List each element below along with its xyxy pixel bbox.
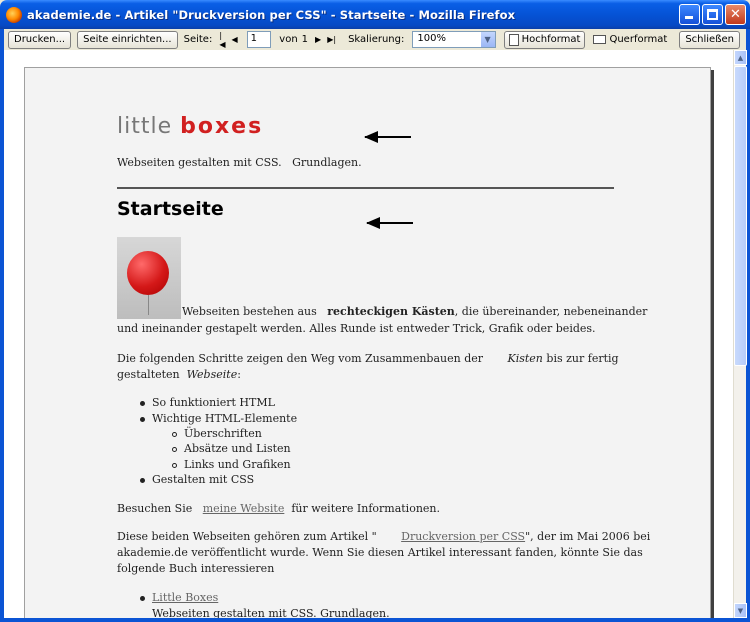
last-page-icon[interactable]: ▶| bbox=[327, 35, 337, 44]
scale-select[interactable] bbox=[412, 31, 495, 48]
article-link[interactable]: Druckversion per CSS bbox=[401, 530, 526, 543]
print-page bbox=[24, 67, 711, 618]
list-item bbox=[140, 411, 297, 426]
balloon-image bbox=[117, 237, 181, 319]
page-setup-button[interactable]: Seite einrichten... bbox=[77, 31, 177, 49]
list-item bbox=[140, 590, 218, 605]
scrollbar-thumb[interactable] bbox=[734, 66, 747, 366]
steps-text-c: gestalteten bbox=[117, 368, 180, 381]
sublist-item bbox=[172, 457, 291, 472]
page-number-input[interactable]: 1 bbox=[247, 31, 272, 48]
steps-paragraph-line1 bbox=[117, 351, 619, 366]
landscape-icon bbox=[593, 35, 606, 44]
close-icon: ✕ bbox=[730, 7, 741, 22]
total-pages: 1 bbox=[301, 34, 309, 45]
of-label: von bbox=[279, 34, 298, 45]
list-item-text: Gestalten mit CSS bbox=[152, 473, 255, 486]
minimize-icon bbox=[685, 16, 693, 19]
circle-bullet-icon bbox=[172, 432, 177, 437]
landscape-button[interactable] bbox=[588, 31, 672, 49]
firefox-icon bbox=[6, 7, 22, 23]
print-preview-area bbox=[4, 50, 733, 618]
steps-colon: : bbox=[237, 368, 241, 381]
tagline-sub: Grundlagen. bbox=[292, 156, 362, 169]
visit-text-a: Besuchen Sie bbox=[117, 502, 193, 515]
bullet-icon bbox=[140, 417, 145, 422]
article-paragraph-line1 bbox=[117, 529, 650, 544]
logo-bold-text: boxes bbox=[180, 114, 264, 139]
logo-light-text: little bbox=[117, 114, 173, 139]
first-page-icon[interactable]: |◀ bbox=[219, 30, 226, 49]
steps-italic-2: Webseite bbox=[186, 368, 238, 381]
sublist-item bbox=[172, 441, 291, 456]
intro-paragraph-line1 bbox=[182, 304, 647, 319]
bullet-icon bbox=[140, 478, 145, 483]
steps-italic-1: Kisten bbox=[507, 352, 543, 365]
maximize-icon bbox=[707, 9, 718, 20]
intro-text-b: , die übereinander, nebeneinander bbox=[454, 305, 648, 318]
bullet-icon bbox=[140, 401, 145, 406]
article-paragraph-line3: folgende Buch interessieren bbox=[117, 562, 275, 575]
page-heading: Startseite bbox=[117, 198, 224, 220]
list-item bbox=[140, 395, 275, 410]
article-text-b: ", der im Mai 2006 bei bbox=[525, 530, 651, 543]
book-link[interactable]: Little Boxes bbox=[152, 591, 219, 604]
book-subtitle: Webseiten gestalten mit CSS. Grundlagen. bbox=[152, 607, 390, 618]
close-window-button[interactable] bbox=[725, 4, 746, 25]
list-item bbox=[140, 472, 254, 487]
article-paragraph-line2: akademie.de veröffentlicht wurde. Wenn Sie diesen Artikel interessant fanden, könnte Sie das bbox=[117, 546, 643, 559]
print-preview-toolbar bbox=[0, 29, 750, 50]
sublist-item bbox=[172, 426, 262, 441]
scroll-down-icon[interactable]: ▼ bbox=[734, 603, 747, 618]
portrait-button[interactable] bbox=[504, 31, 586, 49]
left-arrow-icon bbox=[365, 136, 411, 138]
website-link[interactable]: meine Website bbox=[202, 502, 285, 515]
bullet-icon bbox=[140, 596, 145, 601]
intro-bold: rechteckigen Kästen bbox=[327, 305, 455, 318]
balloon-shape bbox=[127, 251, 169, 295]
page-label: Seite: bbox=[183, 34, 213, 45]
site-tagline bbox=[117, 156, 362, 169]
visit-paragraph bbox=[117, 501, 440, 516]
left-arrow-icon bbox=[367, 222, 413, 224]
minimize-button[interactable] bbox=[679, 4, 700, 25]
close-preview-button[interactable]: Schließen bbox=[679, 31, 740, 49]
scale-value: 100% bbox=[417, 33, 446, 44]
vertical-scrollbar[interactable] bbox=[733, 50, 746, 618]
next-page-icon[interactable]: ▶ bbox=[315, 35, 322, 44]
steps-paragraph-line2 bbox=[117, 367, 241, 382]
list-item-text: So funktioniert HTML bbox=[152, 396, 275, 409]
list-item-text: Wichtige HTML-Elemente bbox=[152, 412, 298, 425]
chevron-down-icon[interactable]: ▼ bbox=[480, 32, 495, 47]
balloon-string bbox=[148, 295, 149, 315]
window-title: akademie.de - Artikel "Druckversion per CSS" - Startseite - Mozilla Firefox bbox=[27, 7, 516, 22]
site-logo bbox=[117, 114, 263, 139]
landscape-label: Querformat bbox=[609, 34, 668, 45]
prev-page-icon[interactable]: ◀ bbox=[231, 35, 238, 44]
window-titlebar[interactable] bbox=[0, 0, 750, 29]
sublist-item-text: Links und Grafiken bbox=[184, 458, 291, 471]
circle-bullet-icon bbox=[172, 447, 177, 452]
intro-paragraph-line2: und ineinander gestapelt werden. Alles Runde ist entweder Trick, Grafik oder beides. bbox=[117, 322, 596, 335]
circle-bullet-icon bbox=[172, 463, 177, 468]
window-controls bbox=[679, 4, 746, 25]
portrait-label: Hochformat bbox=[521, 34, 581, 45]
steps-text-b: bis zur fertig bbox=[546, 352, 619, 365]
visit-text-b: für weitere Informationen. bbox=[291, 502, 440, 515]
intro-text-a: Webseiten bestehen aus bbox=[182, 305, 317, 318]
print-button[interactable]: Drucken... bbox=[8, 31, 71, 49]
scroll-up-icon[interactable]: ▲ bbox=[734, 50, 747, 65]
steps-text-a: Die folgenden Schritte zeigen den Weg vom Zusammenbauen der bbox=[117, 352, 484, 365]
portrait-icon bbox=[509, 34, 519, 46]
maximize-button[interactable] bbox=[702, 4, 723, 25]
article-text-a: Diese beiden Webseiten gehören zum Artikel " bbox=[117, 530, 377, 543]
tagline-text: Webseiten gestalten mit CSS. bbox=[117, 156, 282, 169]
header-divider bbox=[117, 187, 614, 189]
sublist-item-text: Absätze und Listen bbox=[184, 442, 291, 455]
scale-label: Skalierung: bbox=[348, 34, 405, 45]
sublist-item-text: Überschriften bbox=[184, 427, 262, 440]
